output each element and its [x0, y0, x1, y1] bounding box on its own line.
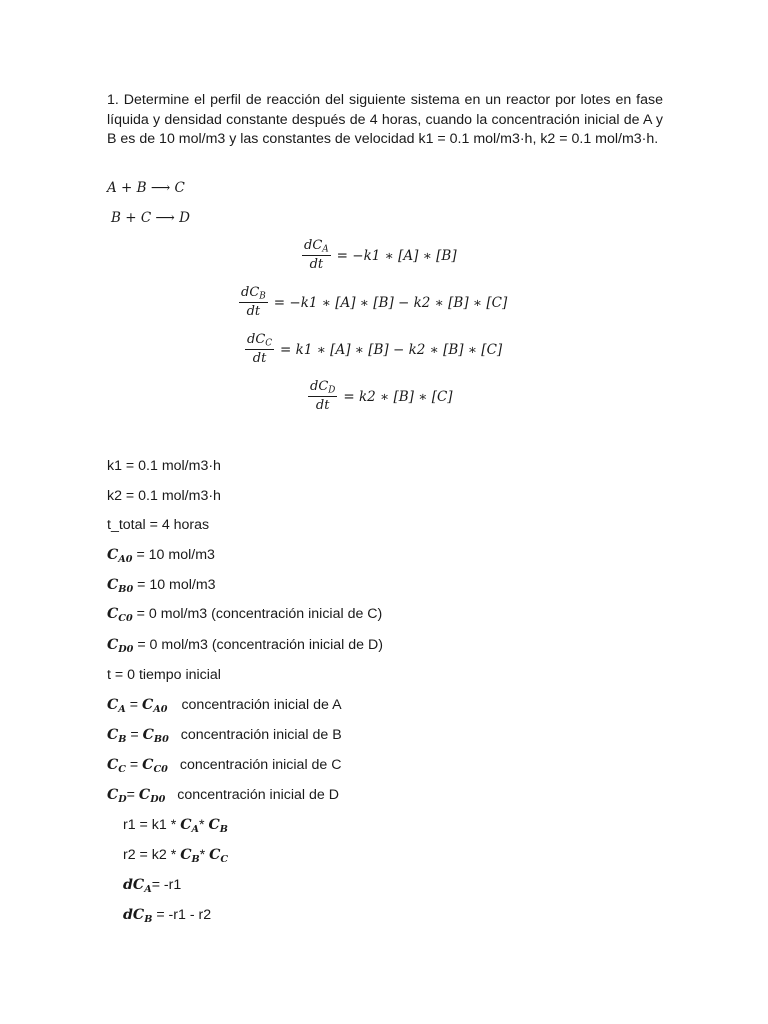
- ode-a-rhs: = −k1 ∗ [A] ∗ [B]: [336, 247, 457, 264]
- rate-r2: [123, 847, 228, 863]
- initial-ca-eq: =: [125, 697, 142, 713]
- r1-sym1: C: [180, 817, 192, 833]
- initial-cd: [107, 787, 339, 803]
- r2-sub2: C: [220, 853, 229, 865]
- ode-a: [302, 238, 457, 273]
- ode-a-fraction: [302, 238, 331, 273]
- initial-cb: [107, 727, 342, 743]
- ode-c-den: dt: [252, 351, 267, 366]
- cb0-sym: C: [107, 577, 119, 593]
- ode-b-fraction: [239, 285, 268, 320]
- ode-d-rhs: = k2 ∗ [B] ∗ [C]: [343, 388, 453, 405]
- derivative-cb: [123, 907, 211, 923]
- ca0-sym: C: [107, 547, 119, 563]
- param-ca0: [107, 547, 215, 563]
- dcb-text: = -r1 - r2: [152, 907, 212, 923]
- initial-cb-rsub: B0: [153, 733, 169, 745]
- initial-cc-sym: C: [107, 757, 119, 773]
- reaction-2: B + C ⟶ D: [111, 210, 190, 226]
- ode-a-den: dt: [309, 257, 324, 272]
- r1-prefix: r1 = k1 *: [123, 817, 181, 833]
- initial-cb-rsym: C: [142, 727, 154, 743]
- dca-text: = -r1: [151, 877, 182, 893]
- r1-sym2: C: [208, 817, 220, 833]
- ca0-text: = 10 mol/m3: [132, 547, 215, 563]
- param-cb0: [107, 577, 216, 593]
- cb0-text: = 10 mol/m3: [133, 577, 216, 593]
- r2-sym2: C: [209, 847, 221, 863]
- initial-cb-text: concentración inicial de B: [180, 727, 342, 743]
- ode-b-den: dt: [246, 304, 261, 319]
- initial-cc-rsub: C0: [153, 763, 168, 775]
- ode-c-rhs: = k1 ∗ [A] ∗ [B] − k2 ∗ [B] ∗ [C]: [280, 341, 503, 358]
- r2-prefix: r2 = k2 *: [123, 847, 181, 863]
- ode-d-num-sub: D: [328, 385, 336, 396]
- initial-cd-sym: C: [107, 787, 119, 803]
- ode-b: [239, 285, 507, 320]
- ode-b-num: dC: [241, 285, 260, 300]
- initial-cd-rsub: D0: [150, 793, 166, 805]
- param-k1: k1 = 0.1 mol/m3·h: [107, 458, 221, 474]
- initial-cd-text: concentración inicial de D: [177, 787, 339, 803]
- rate-r1: [123, 817, 228, 833]
- dcb-sub: B: [144, 913, 153, 925]
- initial-cc-sub: C: [118, 763, 126, 775]
- initial-cc-text: concentración inicial de C: [179, 757, 342, 773]
- initial-cd-sub: D: [118, 793, 127, 805]
- r2-sym1: C: [180, 847, 192, 863]
- cc0-sym: C: [107, 606, 119, 622]
- cd0-sym: C: [107, 637, 119, 653]
- cc0-sub: C0: [118, 612, 133, 624]
- dca-sub: A: [144, 883, 152, 895]
- param-t-total: t_total = 4 horas: [107, 517, 210, 533]
- initial-ca-rsym: C: [141, 697, 154, 713]
- initial-cc-eq: =: [125, 757, 143, 773]
- ode-d-den: dt: [315, 398, 330, 413]
- cd0-text: = 0 mol/m3 (concentración inicial de D): [133, 637, 383, 653]
- r2-sub1: B: [191, 853, 200, 865]
- ca0-sub: A0: [118, 553, 133, 565]
- reaction-1: A + B ⟶ C: [107, 180, 185, 196]
- r1-sub2: B: [219, 823, 228, 835]
- problem-statement: 1. Determine el perfil de reacción del siguiente sistema en un reactor por lotes en fase líquida y densidad constante después de 4 horas, cuando la concentración inicial de A y B es de 10 mol/m3 y las constantes de velocidad k1 = 0.1 mol/m3·h, k2 = 0.1 mol/m3·h.: [107, 92, 663, 147]
- dcb-sym: dC: [123, 907, 145, 923]
- initial-ca-rsub: A0: [153, 703, 168, 715]
- ode-d-num: dC: [310, 379, 329, 394]
- cd0-sub: D0: [118, 643, 134, 655]
- param-cd0: [107, 637, 383, 653]
- initial-cd-eq: =: [126, 787, 139, 803]
- dca-sym: dC: [123, 877, 145, 893]
- ode-c-num-sub: C: [265, 338, 273, 349]
- initial-cc: [107, 757, 342, 773]
- initial-cb-sub: B: [118, 733, 127, 745]
- cb0-sub: B0: [118, 583, 134, 595]
- initial-ca: [107, 697, 342, 713]
- r1-mid: *: [198, 817, 209, 833]
- initial-ca-sym: C: [107, 697, 119, 713]
- initial-ca-text: concentración inicial de A: [181, 697, 342, 713]
- ode-c-num: dC: [247, 332, 266, 347]
- param-cc0: [107, 606, 382, 622]
- ode-c: [245, 332, 502, 367]
- r2-mid: *: [199, 847, 210, 863]
- initial-cb-sym: C: [107, 727, 119, 743]
- initial-cb-eq: =: [126, 727, 143, 743]
- cc0-text: = 0 mol/m3 (concentración inicial de C): [132, 606, 383, 622]
- ode-d-fraction: [308, 379, 337, 414]
- initial-cc-rsym: C: [142, 757, 154, 773]
- ode-b-num-sub: B: [259, 291, 266, 302]
- param-k2: k2 = 0.1 mol/m3·h: [107, 488, 221, 504]
- initial-ca-sub: A: [118, 703, 126, 715]
- ode-b-rhs: = −k1 ∗ [A] ∗ [B] − k2 ∗ [B] ∗ [C]: [273, 294, 508, 311]
- ode-d: [308, 379, 453, 414]
- r1-sub1: A: [191, 823, 199, 835]
- ode-a-num: dC: [304, 238, 323, 253]
- ode-c-fraction: [245, 332, 274, 367]
- initial-cd-rsym: C: [138, 787, 151, 803]
- param-t0: t = 0 tiempo inicial: [107, 667, 221, 683]
- derivative-ca: [123, 877, 181, 893]
- ode-a-num-sub: A: [322, 244, 329, 255]
